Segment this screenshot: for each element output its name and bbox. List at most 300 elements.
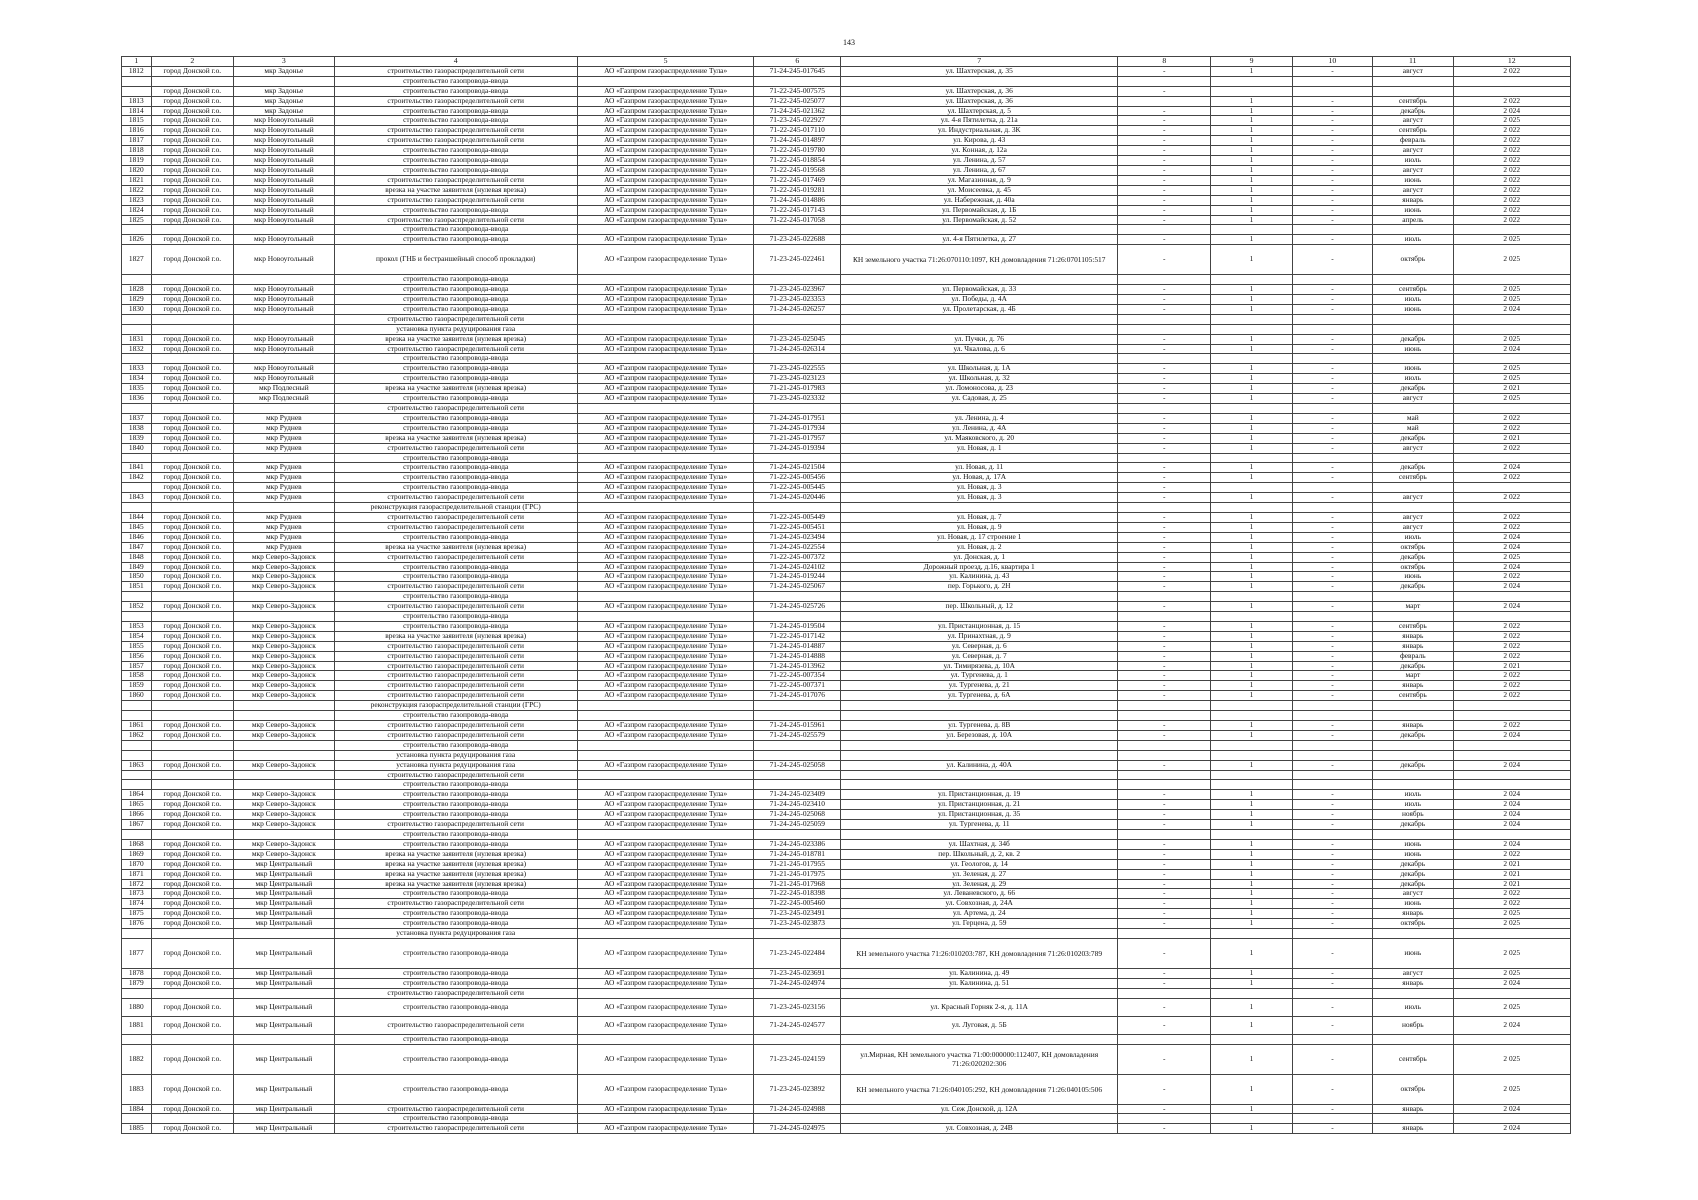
work-type-cell: строительство газораспределительной сети <box>334 899 577 909</box>
organization-cell <box>577 314 754 324</box>
district-cell: мкр Северо-Задонск <box>234 661 334 671</box>
count-cell <box>1211 929 1292 939</box>
count-cell: 1 <box>1211 572 1292 582</box>
year-cell: 2 022 <box>1453 175 1571 185</box>
year-cell <box>1453 750 1571 760</box>
count-cell: 1 <box>1211 493 1292 503</box>
table-row <box>122 295 1571 305</box>
application-number-cell <box>754 324 841 334</box>
application-number-cell: 71-21-245-017975 <box>754 869 841 879</box>
count-cell: 1 <box>1211 374 1292 384</box>
month-cell <box>1373 770 1453 780</box>
count-cell: 1 <box>1211 582 1292 592</box>
column-8-cell: - <box>1118 1044 1211 1074</box>
district-cell <box>234 1034 334 1044</box>
column-10-cell: - <box>1292 1124 1372 1134</box>
count-cell: 1 <box>1211 760 1292 770</box>
municipality-cell: город Донской г.о. <box>151 413 233 423</box>
table-row <box>122 701 1571 711</box>
column-8-cell <box>1118 225 1211 235</box>
municipality-cell <box>151 740 233 750</box>
application-number-cell: 71-22-245-018854 <box>754 156 841 166</box>
work-type-cell: установка пункта редуцирования газа <box>334 750 577 760</box>
work-type-cell: строительство газораспределительной сети <box>334 721 577 731</box>
application-number-cell: 71-24-245-021362 <box>754 106 841 116</box>
address-cell <box>841 225 1118 235</box>
column-10-cell: - <box>1292 423 1372 433</box>
row-number-cell: 1861 <box>122 721 152 731</box>
month-cell: декабрь <box>1373 869 1453 879</box>
year-cell: 2 024 <box>1453 304 1571 314</box>
address-cell: ул. Индустриальная, д. 3К <box>841 126 1118 136</box>
month-cell: октябрь <box>1373 919 1453 929</box>
month-cell: июнь <box>1373 572 1453 582</box>
organization-cell <box>577 701 754 711</box>
municipality-cell: город Донской г.о. <box>151 582 233 592</box>
month-cell: январь <box>1373 1104 1453 1114</box>
organization-cell: АО «Газпром газораспределение Тула» <box>577 443 754 453</box>
address-cell: ул. Новая, д. 1 <box>841 443 1118 453</box>
municipality-cell <box>151 314 233 324</box>
address-cell <box>841 711 1118 721</box>
address-cell: ул. Первомайская, д. 33 <box>841 285 1118 295</box>
month-cell: август <box>1373 116 1453 126</box>
work-type-cell: строительство газопровода-ввода <box>334 919 577 929</box>
work-type-cell: строительство газопровода-ввода <box>334 106 577 116</box>
table-row <box>122 730 1571 740</box>
count-cell <box>1211 314 1292 324</box>
application-number-cell: 71-24-245-017934 <box>754 423 841 433</box>
year-cell <box>1453 829 1571 839</box>
row-number-cell <box>122 780 152 790</box>
month-cell: декабрь <box>1373 820 1453 830</box>
month-cell: август <box>1373 889 1453 899</box>
district-cell <box>234 354 334 364</box>
year-cell: 2 022 <box>1453 721 1571 731</box>
address-cell <box>841 1034 1118 1044</box>
organization-cell: АО «Газпром газораспределение Тула» <box>577 483 754 493</box>
application-number-cell <box>754 225 841 235</box>
year-cell <box>1453 314 1571 324</box>
row-number-cell: 1819 <box>122 156 152 166</box>
address-cell: ул. Новая, д. 3 <box>841 483 1118 493</box>
municipality-cell: город Донской г.о. <box>151 116 233 126</box>
district-cell <box>234 780 334 790</box>
month-cell <box>1373 324 1453 334</box>
row-number-cell: 1882 <box>122 1044 152 1074</box>
work-type-cell: строительство газораспределительной сети <box>334 1124 577 1134</box>
column-8-cell <box>1118 750 1211 760</box>
table-row <box>122 691 1571 701</box>
row-number-cell: 1857 <box>122 661 152 671</box>
application-number-cell <box>754 453 841 463</box>
column-8-cell: - <box>1118 1124 1211 1134</box>
year-cell: 2 024 <box>1453 1124 1571 1134</box>
municipality-cell: город Донской г.о. <box>151 66 233 76</box>
organization-cell: АО «Газпром газораспределение Тула» <box>577 146 754 156</box>
column-10-cell: - <box>1292 1074 1372 1104</box>
district-cell: мкр Северо-Задонск <box>234 849 334 859</box>
district-cell <box>234 503 334 513</box>
organization-cell <box>577 275 754 285</box>
year-cell: 2 024 <box>1453 1104 1571 1114</box>
municipality-cell: город Донской г.о. <box>151 800 233 810</box>
organization-cell: АО «Газпром газораспределение Тула» <box>577 572 754 582</box>
district-cell: мкр Северо-Задонск <box>234 800 334 810</box>
municipality-cell: город Донской г.о. <box>151 185 233 195</box>
work-type-cell: строительство газораспределительной сети <box>334 988 577 998</box>
table-row <box>122 175 1571 185</box>
column-10-cell: - <box>1292 1104 1372 1114</box>
column-8-cell: - <box>1118 245 1211 275</box>
column-8-cell: - <box>1118 493 1211 503</box>
table-row <box>122 532 1571 542</box>
municipality-cell: город Донской г.о. <box>151 859 233 869</box>
table-row <box>122 1124 1571 1134</box>
district-cell: мкр Северо-Задонск <box>234 839 334 849</box>
column-10-cell: - <box>1292 641 1372 651</box>
address-cell: ул. Тургенева, д. 1 <box>841 671 1118 681</box>
month-cell: январь <box>1373 1124 1453 1134</box>
count-cell <box>1211 1114 1292 1124</box>
count-cell: 1 <box>1211 146 1292 156</box>
year-cell <box>1453 612 1571 622</box>
organization-cell <box>577 503 754 513</box>
address-cell: ул. Моисеевка, д. 45 <box>841 185 1118 195</box>
district-cell: мкр Северо-Задонск <box>234 760 334 770</box>
address-cell: Дорожный проезд, д.16, квартира 1 <box>841 562 1118 572</box>
municipality-cell: город Донской г.о. <box>151 899 233 909</box>
work-type-cell: строительство газопровода-ввода <box>334 295 577 305</box>
column-10-cell: - <box>1292 730 1372 740</box>
address-cell: ул. Пролетарская, д. 4Б <box>841 304 1118 314</box>
address-cell: ул. Ленина, д. 67 <box>841 165 1118 175</box>
district-cell: мкр Северо-Задонск <box>234 621 334 631</box>
municipality-cell: город Донской г.о. <box>151 245 233 275</box>
municipality-cell <box>151 453 233 463</box>
address-cell: ул. Пучки, д. 76 <box>841 334 1118 344</box>
organization-cell: АО «Газпром газораспределение Тула» <box>577 413 754 423</box>
year-cell: 2 024 <box>1453 760 1571 770</box>
organization-cell: АО «Газпром газораспределение Тула» <box>577 334 754 344</box>
address-cell: ул. Новая, д. 11 <box>841 463 1118 473</box>
table-row <box>122 304 1571 314</box>
organization-cell: АО «Газпром газораспределение Тула» <box>577 899 754 909</box>
count-cell <box>1211 76 1292 86</box>
month-cell: сентябрь <box>1373 691 1453 701</box>
column-10-cell: - <box>1292 542 1372 552</box>
district-cell: мкр Центральный <box>234 919 334 929</box>
organization-cell <box>577 1114 754 1124</box>
municipality-cell: город Донской г.о. <box>151 849 233 859</box>
address-cell: ул. 4-я Пятилетка, д. 27 <box>841 235 1118 245</box>
organization-cell: АО «Газпром газораспределение Тула» <box>577 1044 754 1074</box>
month-cell: декабрь <box>1373 879 1453 889</box>
column-8-cell: - <box>1118 760 1211 770</box>
year-cell <box>1453 483 1571 493</box>
column-10-cell <box>1292 324 1372 334</box>
year-cell: 2 024 <box>1453 463 1571 473</box>
column-10-cell: - <box>1292 165 1372 175</box>
column-8-cell: - <box>1118 938 1211 968</box>
year-cell: 2 024 <box>1453 800 1571 810</box>
work-type-cell: строительство газопровода-ввода <box>334 463 577 473</box>
address-cell: ул. Геологов, д. 14 <box>841 859 1118 869</box>
year-cell: 2 021 <box>1453 661 1571 671</box>
work-type-cell: строительство газораспределительной сети <box>334 493 577 503</box>
municipality-cell <box>151 780 233 790</box>
month-cell <box>1373 701 1453 711</box>
month-cell: октябрь <box>1373 1074 1453 1104</box>
district-cell: мкр Северо-Задонск <box>234 562 334 572</box>
application-number-cell <box>754 740 841 750</box>
column-number: 4 <box>334 57 577 67</box>
district-cell: мкр Северо-Задонск <box>234 730 334 740</box>
column-10-cell: - <box>1292 1016 1372 1034</box>
application-number-cell <box>754 612 841 622</box>
table-row <box>122 86 1571 96</box>
application-number-cell: 71-24-245-026314 <box>754 344 841 354</box>
row-number-cell: 1822 <box>122 185 152 195</box>
month-cell: декабрь <box>1373 463 1453 473</box>
address-cell: ул. Герцена, д. 59 <box>841 919 1118 929</box>
organization-cell: АО «Газпром газораспределение Тула» <box>577 374 754 384</box>
month-cell: июль <box>1373 998 1453 1016</box>
month-cell: декабрь <box>1373 661 1453 671</box>
year-cell: 2 022 <box>1453 126 1571 136</box>
organization-cell <box>577 76 754 86</box>
column-8-cell <box>1118 404 1211 414</box>
organization-cell: АО «Газпром газораспределение Тула» <box>577 66 754 76</box>
organization-cell: АО «Газпром газораспределение Тула» <box>577 909 754 919</box>
application-number-cell: 71-24-245-024974 <box>754 978 841 988</box>
table-row <box>122 364 1571 374</box>
municipality-cell: город Донской г.о. <box>151 621 233 631</box>
organization-cell: АО «Газпром газораспределение Тула» <box>577 998 754 1016</box>
row-number-cell <box>122 701 152 711</box>
column-10-cell: - <box>1292 552 1372 562</box>
count-cell: 1 <box>1211 304 1292 314</box>
work-type-cell: строительство газопровода-ввода <box>334 592 577 602</box>
application-number-cell: 71-24-245-024102 <box>754 562 841 572</box>
column-8-cell: - <box>1118 631 1211 641</box>
count-cell <box>1211 829 1292 839</box>
district-cell: мкр Северо-Задонск <box>234 790 334 800</box>
row-number-cell <box>122 314 152 324</box>
application-number-cell: 71-24-245-017645 <box>754 66 841 76</box>
table-row <box>122 205 1571 215</box>
row-number-cell: 1876 <box>122 919 152 929</box>
organization-cell: АО «Газпром газораспределение Тула» <box>577 849 754 859</box>
row-number-cell: 1828 <box>122 285 152 295</box>
address-cell: КН земельного участка 71:26:040105:292, КН домовладения 71:26:040105:506 <box>841 1074 1118 1104</box>
district-cell: мкр Северо-Задонск <box>234 691 334 701</box>
column-10-cell: - <box>1292 721 1372 731</box>
address-cell: ул. Новая, д. 9 <box>841 522 1118 532</box>
month-cell <box>1373 1114 1453 1124</box>
month-cell: декабрь <box>1373 582 1453 592</box>
year-cell <box>1453 929 1571 939</box>
municipality-cell: город Донской г.о. <box>151 691 233 701</box>
count-cell <box>1211 225 1292 235</box>
count-cell: 1 <box>1211 463 1292 473</box>
address-cell <box>841 740 1118 750</box>
year-cell <box>1453 988 1571 998</box>
municipality-cell: город Донской г.о. <box>151 205 233 215</box>
column-10-cell: - <box>1292 909 1372 919</box>
column-10-cell: - <box>1292 522 1372 532</box>
district-cell <box>234 701 334 711</box>
municipality-cell <box>151 404 233 414</box>
district-cell: мкр Центральный <box>234 889 334 899</box>
column-8-cell: - <box>1118 473 1211 483</box>
row-number-cell: 1850 <box>122 572 152 582</box>
count-cell: 1 <box>1211 681 1292 691</box>
count-cell: 1 <box>1211 899 1292 909</box>
organization-cell: АО «Газпром газораспределение Тула» <box>577 245 754 275</box>
organization-cell: АО «Газпром газораспределение Тула» <box>577 185 754 195</box>
organization-cell: АО «Газпром газораспределение Тула» <box>577 235 754 245</box>
column-8-cell: - <box>1118 681 1211 691</box>
district-cell: мкр Центральный <box>234 1074 334 1104</box>
district-cell <box>234 711 334 721</box>
column-8-cell: - <box>1118 889 1211 899</box>
address-cell: ул. Магазинная, д. 9 <box>841 175 1118 185</box>
work-type-cell: строительство газопровода-ввода <box>334 968 577 978</box>
column-8-cell: - <box>1118 146 1211 156</box>
column-8-cell: - <box>1118 423 1211 433</box>
row-number-cell: 1881 <box>122 1016 152 1034</box>
year-cell <box>1453 354 1571 364</box>
column-8-cell: - <box>1118 869 1211 879</box>
column-8-cell: - <box>1118 205 1211 215</box>
column-10-cell <box>1292 829 1372 839</box>
application-number-cell: 71-24-245-017076 <box>754 691 841 701</box>
year-cell: 2 022 <box>1453 96 1571 106</box>
year-cell: 2 025 <box>1453 295 1571 305</box>
application-number-cell: 71-24-245-017951 <box>754 413 841 423</box>
month-cell <box>1373 453 1453 463</box>
month-cell <box>1373 780 1453 790</box>
table-row <box>122 1114 1571 1124</box>
column-10-cell: - <box>1292 463 1372 473</box>
count-cell: 1 <box>1211 978 1292 988</box>
table-row <box>122 542 1571 552</box>
organization-cell: АО «Газпром газораспределение Тула» <box>577 304 754 314</box>
column-10-cell: - <box>1292 661 1372 671</box>
table-row <box>122 165 1571 175</box>
column-8-cell <box>1118 503 1211 513</box>
organization-cell: АО «Газпром газораспределение Тула» <box>577 522 754 532</box>
month-cell: август <box>1373 394 1453 404</box>
work-type-cell: строительство газораспределительной сети <box>334 344 577 354</box>
column-number-row <box>122 57 1571 67</box>
work-type-cell: строительство газопровода-ввода <box>334 612 577 622</box>
municipality-cell: город Донской г.о. <box>151 562 233 572</box>
column-10-cell <box>1292 770 1372 780</box>
work-type-cell: строительство газопровода-ввода <box>334 116 577 126</box>
work-type-cell: строительство газораспределительной сети <box>334 126 577 136</box>
column-10-cell: - <box>1292 651 1372 661</box>
year-cell <box>1453 780 1571 790</box>
district-cell: мкр Центральный <box>234 1104 334 1114</box>
month-cell: декабрь <box>1373 730 1453 740</box>
organization-cell: АО «Газпром газораспределение Тула» <box>577 810 754 820</box>
month-cell: апрель <box>1373 215 1453 225</box>
municipality-cell: город Донской г.о. <box>151 998 233 1016</box>
year-cell: 2 022 <box>1453 423 1571 433</box>
application-number-cell: 71-24-245-014887 <box>754 641 841 651</box>
district-cell: мкр Северо-Задонск <box>234 671 334 681</box>
year-cell: 2 025 <box>1453 364 1571 374</box>
application-number-cell: 71-24-245-019504 <box>754 621 841 631</box>
work-type-cell: строительство газораспределительной сети <box>334 730 577 740</box>
table-row <box>122 582 1571 592</box>
organization-cell <box>577 711 754 721</box>
application-number-cell: 71-22-245-007372 <box>754 552 841 562</box>
month-cell: январь <box>1373 681 1453 691</box>
address-cell: ул. Калинина, д. 49 <box>841 968 1118 978</box>
municipality-cell: город Донской г.о. <box>151 285 233 295</box>
organization-cell: АО «Газпром газораспределение Тула» <box>577 730 754 740</box>
column-10-cell <box>1292 701 1372 711</box>
column-8-cell: - <box>1118 641 1211 651</box>
count-cell: 1 <box>1211 235 1292 245</box>
year-cell: 2 025 <box>1453 285 1571 295</box>
year-cell: 2 021 <box>1453 859 1571 869</box>
municipality-cell: город Донской г.о. <box>151 384 233 394</box>
address-cell: ул. Северная, д. 6 <box>841 641 1118 651</box>
month-cell: июнь <box>1373 364 1453 374</box>
month-cell: декабрь <box>1373 384 1453 394</box>
municipality-cell: город Донской г.о. <box>151 1104 233 1114</box>
month-cell: октябрь <box>1373 245 1453 275</box>
column-8-cell: - <box>1118 730 1211 740</box>
row-number-cell: 1834 <box>122 374 152 384</box>
row-number-cell: 1884 <box>122 1104 152 1114</box>
column-8-cell: - <box>1118 1016 1211 1034</box>
district-cell: мкр Новоугольный <box>234 165 334 175</box>
application-number-cell: 71-24-245-023410 <box>754 800 841 810</box>
year-cell: 2 022 <box>1453 681 1571 691</box>
year-cell <box>1453 76 1571 86</box>
district-cell: мкр Новоугольный <box>234 235 334 245</box>
table-row <box>122 453 1571 463</box>
year-cell: 2 022 <box>1453 572 1571 582</box>
table-row <box>122 859 1571 869</box>
year-cell: 2 022 <box>1453 443 1571 453</box>
work-type-cell: строительство газопровода-ввода <box>334 473 577 483</box>
organization-cell: АО «Газпром газораспределение Тула» <box>577 681 754 691</box>
district-cell: мкр Северо-Задонск <box>234 602 334 612</box>
count-cell: 1 <box>1211 621 1292 631</box>
address-cell: ул. Совхозная, д. 24В <box>841 1124 1118 1134</box>
application-number-cell: 71-23-245-023353 <box>754 295 841 305</box>
column-number: 8 <box>1118 57 1211 67</box>
district-cell: мкр Новоугольный <box>234 126 334 136</box>
month-cell: декабрь <box>1373 106 1453 116</box>
column-10-cell: - <box>1292 96 1372 106</box>
column-number: 7 <box>841 57 1118 67</box>
count-cell <box>1211 612 1292 622</box>
year-cell: 2 024 <box>1453 1016 1571 1034</box>
month-cell <box>1373 829 1453 839</box>
municipality-cell: город Донской г.о. <box>151 195 233 205</box>
row-number-cell <box>122 324 152 334</box>
count-cell: 1 <box>1211 661 1292 671</box>
year-cell: 2 022 <box>1453 195 1571 205</box>
district-cell: мкр Северо-Задонск <box>234 651 334 661</box>
